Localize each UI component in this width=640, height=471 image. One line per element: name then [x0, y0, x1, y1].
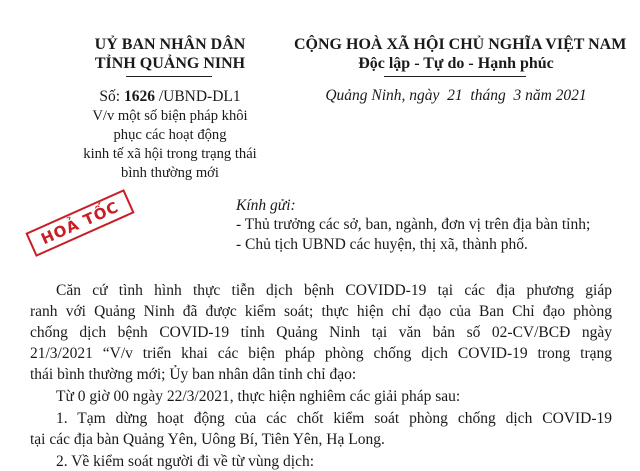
recipient-item: - Thủ trưởng các sở, ban, ngành, đơn vị trên địa bàn tỉnh; — [236, 216, 591, 233]
body-line: 1. Tạm dừng hoạt động của các chốt kiểm soát phòng chống dịch COVID-19 — [56, 410, 612, 427]
body-line: thái bình thường mới; Ủy ban nhân dân tỉnh chỉ đạo: — [30, 366, 357, 383]
recipient-item: - Chủ tịch UBND các huyện, thị xã, thành phố. — [236, 236, 528, 253]
recipients-label: Kính gửi: — [236, 197, 296, 214]
body-line — [30, 324, 612, 342]
issuing-org: UỶ BAN NHÂN DÂN — [94, 36, 246, 53]
body-line: Căn cứ tình hình thực tiễn dịch bệnh COVIDD-19 tại các địa phương giáp — [56, 282, 612, 299]
doc-number-value: 1626 — [123, 88, 155, 105]
place-and-date: Quảng Ninh, ngày 21 tháng 3 năm 2021 — [325, 87, 587, 104]
body-paragraph: Từ 0 giờ 00 ngày 22/3/2021, thực hiện nghiêm các giải pháp sau: — [56, 388, 461, 405]
national-motto: Độc lập - Tự do - Hạnh phúc — [358, 55, 554, 72]
doc-number-prefix: Số: — [99, 88, 121, 105]
body-line-text: chống dịch bệnh COVID-19 tỉnh Quảng Ninh tại văn bản số 02-CV/BCĐ ngày — [30, 324, 612, 341]
subject-line: phục các hoạt động — [113, 127, 227, 143]
urgent-stamp: HOẢ TỐC — [25, 189, 134, 257]
national-title: CỘNG HOÀ XÃ HỘI CHỦ NGHĨA VIỆT NAM — [294, 36, 627, 53]
body-paragraph — [30, 282, 612, 300]
body-paragraph — [30, 410, 612, 428]
subject-line: V/v một số biện pháp khôi — [92, 108, 248, 124]
body-paragraph: 2. Về kiểm soát người đi về từ vùng dịch: — [56, 453, 315, 470]
province-underline — [126, 76, 212, 77]
issuing-province: TỈNH QUẢNG NINH — [94, 55, 246, 72]
body-line — [30, 303, 612, 321]
body-line: tại các địa bàn Quảng Yên, Uông Bí, Tiên Yên, Hạ Long. — [30, 431, 385, 448]
doc-number-suffix: /UBND-DL1 — [158, 88, 241, 105]
motto-underline — [384, 76, 526, 77]
body-line — [30, 345, 612, 363]
subject-line: kinh tế xã hội trong trạng thái — [83, 146, 257, 162]
document-number — [22, 88, 318, 106]
subject-line: bình thường mới — [121, 165, 219, 181]
body-line-text: ranh với Quảng Ninh đã được kiểm soát; thực hiện chỉ đạo của Ban Chỉ đạo phòng — [30, 303, 612, 320]
body-line-text: 21/3/2021 “V/v triển khai các biện pháp phòng chống dịch COVID-19 trong trạng — [30, 345, 612, 362]
